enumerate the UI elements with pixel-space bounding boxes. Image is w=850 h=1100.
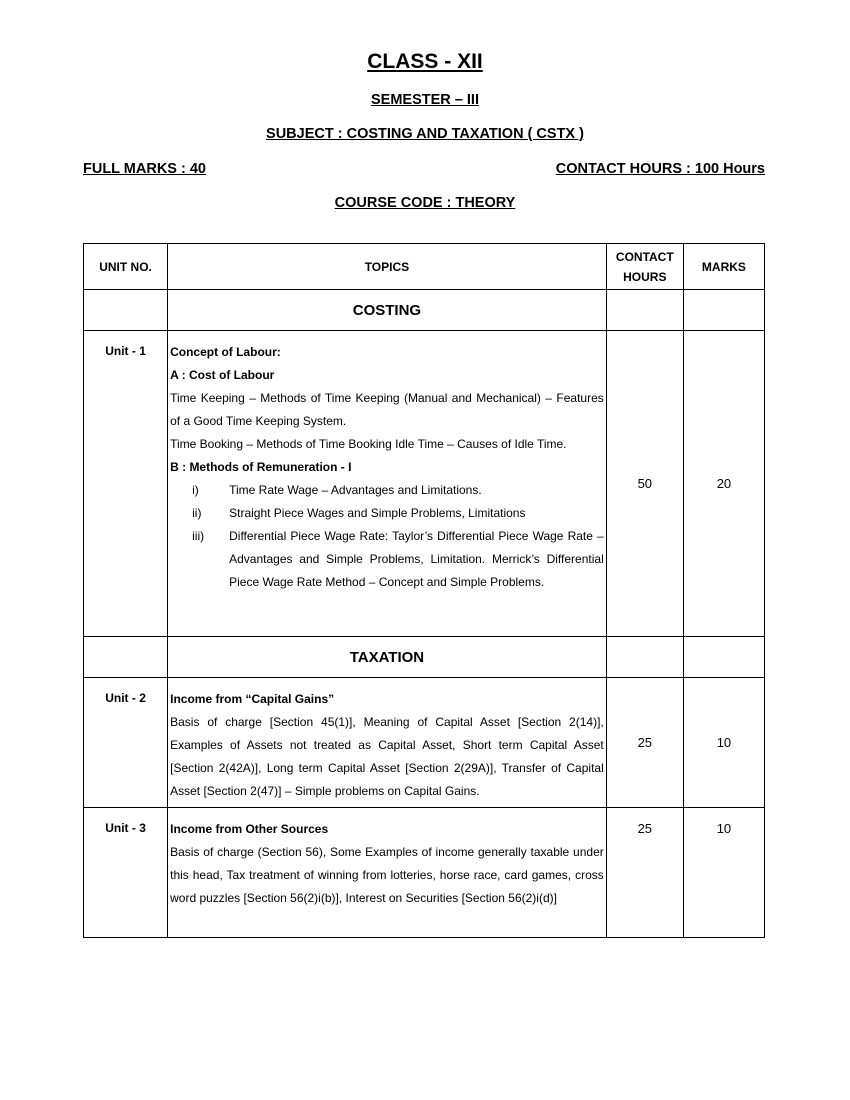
section-row-taxation xyxy=(84,637,765,678)
list-item-text: Straight Piece Wages and Simple Problems, Limitations xyxy=(229,506,526,520)
list-item-number: i) xyxy=(192,483,199,497)
marks-value: 10 xyxy=(683,808,764,938)
list-item-text: Time Rate Wage – Advantages and Limitations. xyxy=(229,483,482,497)
unit-topic-paragraph: Time Keeping – Methods of Time Keeping (Manual and Mechanical) – Features of a Good Time Keeping System. xyxy=(170,391,604,428)
col-header-topics: TOPICS xyxy=(168,244,607,290)
unit-topic-paragraph: Basis of charge [Section 45(1)], Meaning of Capital Asset [Section 2(14)], Examples of Assets not treated as Capital Asset, Short term Capital Asset [Section 2(42A)], Long term Capital Asset [Section 2(29A)], Transfer of Capital Asset [Section 2(47)] – Simple problems on Capital Gains. xyxy=(170,715,604,798)
table-row xyxy=(84,808,765,938)
section-title-costing: COSTING xyxy=(168,290,607,331)
marks-value: 20 xyxy=(683,331,764,637)
list-item xyxy=(170,525,604,594)
table-row xyxy=(84,331,765,637)
list-item-number: iii) xyxy=(192,529,205,543)
table-header-row xyxy=(84,244,765,290)
list-item-number: ii) xyxy=(192,506,202,520)
unit-topic-paragraph: Basis of charge (Section 56), Some Examples of income generally taxable under this head, Tax treatment of winning from lotteries, horse race, card games, cross word puzzles [Section 56(2)i(b)], Interest on Securities [Section 56(2)i(d)] xyxy=(170,845,604,905)
semester-heading: SEMESTER – III xyxy=(371,92,479,108)
unit-topic-paragraph: Time Booking – Methods of Time Booking Idle Time – Causes of Idle Time. xyxy=(170,437,567,451)
table-row xyxy=(84,678,765,808)
full-marks: FULL MARKS : 40 xyxy=(83,161,206,177)
col-header-unit-no: UNIT NO. xyxy=(84,244,168,290)
unit-number: Unit - 3 xyxy=(84,808,168,938)
subject-heading: SUBJECT : COSTING AND TAXATION ( CSTX ) xyxy=(266,126,584,142)
list-item-text: Differential Piece Wage Rate: Taylor’s Differential Piece Wage Rate – Advantages and Simple Problems, Limitation. Merrick’s Differential Piece Wage Rate Method – Concept and Simple Problems. xyxy=(229,529,604,589)
unit-topic-heading: Income from “Capital Gains” xyxy=(170,692,335,706)
unit-topics xyxy=(168,331,607,637)
unit-topics xyxy=(168,808,607,938)
unit-topic-subheading: B : Methods of Remuneration - I xyxy=(170,460,352,474)
contact-hours-value: 50 xyxy=(606,331,683,637)
contact-hours: CONTACT HOURS : 100 Hours xyxy=(555,161,765,177)
unit-topic-subheading: A : Cost of Labour xyxy=(170,368,275,382)
page-title: CLASS - XII xyxy=(367,50,483,73)
col-header-contact-line2: HOURS xyxy=(623,269,667,284)
unit-topic-heading: Concept of Labour: xyxy=(170,345,281,359)
contact-hours-value: 25 xyxy=(606,808,683,938)
list-item xyxy=(170,502,604,525)
col-header-contact-line1: CONTACT xyxy=(615,249,674,264)
section-row-costing xyxy=(84,290,765,331)
course-code: COURSE CODE : THEORY xyxy=(334,195,516,211)
unit-number: Unit - 1 xyxy=(84,331,168,637)
unit-number: Unit - 2 xyxy=(84,678,168,808)
marks-value: 10 xyxy=(683,678,764,808)
section-title-taxation: TAXATION xyxy=(168,637,607,678)
list-item xyxy=(170,479,604,502)
col-header-contact-hours xyxy=(606,244,683,290)
col-header-marks: MARKS xyxy=(683,244,764,290)
unit-topics xyxy=(168,678,607,808)
unit-topic-heading: Income from Other Sources xyxy=(170,822,329,836)
contact-hours-value: 25 xyxy=(606,678,683,808)
syllabus-table xyxy=(83,243,765,938)
